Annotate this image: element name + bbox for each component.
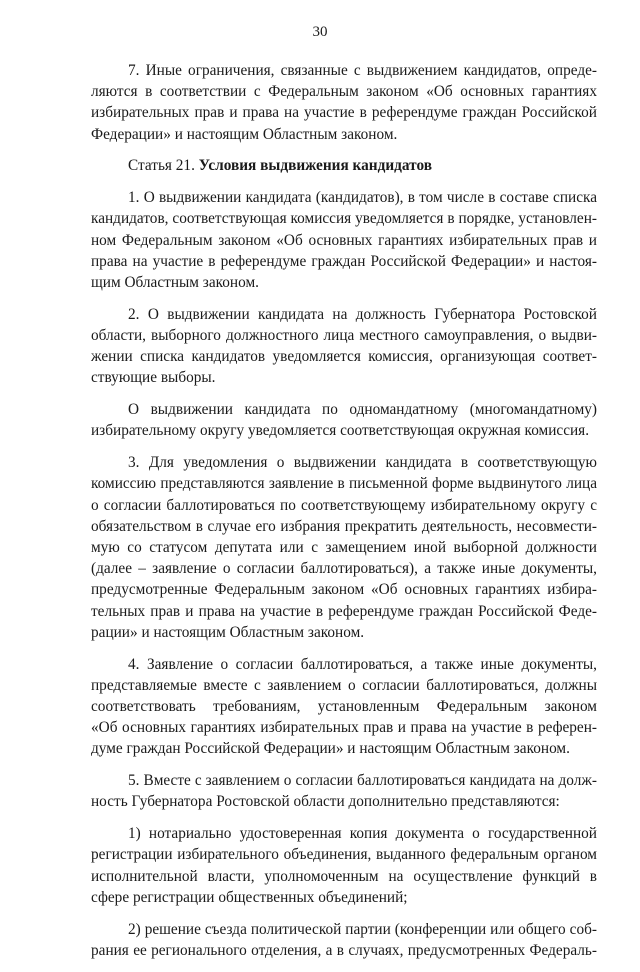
text-line: представляемые вместе с заявлением о согласии баллотироваться, должны <box>91 676 597 694</box>
text-line: соответствовать требованиям, установленным Федеральным законом <box>91 698 597 716</box>
article-number: Статья 21. <box>128 157 195 175</box>
text-line: ность Губернатора Ростовской области дополнительно представляются: <box>91 793 560 811</box>
text-line: области, выборного должностного лица местного самоуправления, о выдви- <box>91 327 597 345</box>
text-line: кандидатов, соответствующая комиссия уведомляется в порядке, установлен- <box>91 210 597 228</box>
text-line: обязательством в случае его избрания прекратить деятельность, несовмести- <box>91 517 597 535</box>
article-title: Условия выдвижения кандидатов <box>198 157 432 175</box>
paragraph <box>91 304 597 389</box>
text-line: ном Федеральным законом «Об основных гарантиях избирательных прав и <box>91 231 597 249</box>
paragraph <box>91 654 597 760</box>
text-line: избирательных прав и права на участие в референдуме граждан Российской <box>91 104 597 122</box>
text-line: рации» и настоящим Областным законом. <box>91 623 365 641</box>
text-line: комиссию представляются заявление в письменной форме выдвинутого лица <box>91 475 597 493</box>
paragraph <box>91 452 597 643</box>
text-line: «Об основных гарантиях избирательных прав и права на участие в референ- <box>91 719 597 737</box>
text-line: 5. Вместе с заявлением о согласии баллотироваться кандидата на долж- <box>128 772 597 790</box>
text-line: права на участие в референдуме граждан Российской Федерации» и настоя- <box>91 252 597 270</box>
text-line: 1. О выдвижении кандидата (кандидатов), в том числе в составе списка <box>128 189 597 207</box>
text-line: (далее – заявление о согласии баллотироваться), а также иные документы, <box>91 560 597 578</box>
text-line: О выдвижении кандидата по одномандатному (многомандатному) <box>128 401 597 419</box>
text-line: рания ее регионального отделения, а в случаях, предусмотренных Федераль- <box>91 941 597 959</box>
document-body <box>91 60 597 972</box>
text-line: 7. Иные ограничения, связанные с выдвижением кандидатов, опреде- <box>128 62 597 79</box>
page-number: 30 <box>312 24 328 40</box>
paragraph <box>91 919 597 961</box>
paragraph <box>91 187 597 293</box>
text-line: Федерации» и настоящим Областным законом. <box>91 125 398 143</box>
text-line: мую со статусом депутата или с замещением иной выборной должности <box>91 539 597 557</box>
text-line: 2) решение съезда политической партии (конференции или общего соб- <box>128 920 597 938</box>
text-line: 3. Для уведомления о выдвижении кандидата в соответствующую <box>128 454 597 472</box>
text-line: щим Областным законом. <box>91 274 259 292</box>
text-line: ствующие выборы. <box>91 369 216 387</box>
text-line: 1) нотариально удостоверенная копия документа о государственной <box>128 825 597 843</box>
text-line: 2. О выдвижении кандидата на должность Губернатора Ростовской <box>128 305 597 323</box>
paragraph <box>91 399 597 441</box>
text-line: сфере регистрации общественных объединений; <box>91 888 408 906</box>
text-line: о согласии баллотироваться по соответствующему избирательному округу с <box>91 496 597 514</box>
article-heading <box>91 155 597 176</box>
text-line: предусмотренные Федеральным законом «Об основных гарантиях избира- <box>91 581 597 599</box>
text-line: ляются в соответствии с Федеральным законом «Об основных гарантиях <box>91 83 597 101</box>
text-line: жении списка кандидатов уведомляется комиссия, организующая соответ- <box>91 348 597 366</box>
paragraph <box>91 823 597 908</box>
text-line: думе граждан Российской Федерации» и настоящим Областным законом. <box>91 740 570 758</box>
text-line: исполнительной власти, уполномоченным на осуществление функций в <box>91 867 597 885</box>
text-line: 4. Заявление о согласии баллотироваться, а также иные документы, <box>128 655 597 673</box>
text-line: тельных прав и права на участие в референдуме граждан Российской Феде- <box>91 602 597 620</box>
paragraph <box>91 770 597 812</box>
text-line: регистрации избирательного объединения, выданного федеральным органом <box>91 846 597 864</box>
text-line: избирательному округу уведомляется соответствующая окружная комиссия. <box>91 422 590 440</box>
paragraph <box>91 60 597 145</box>
